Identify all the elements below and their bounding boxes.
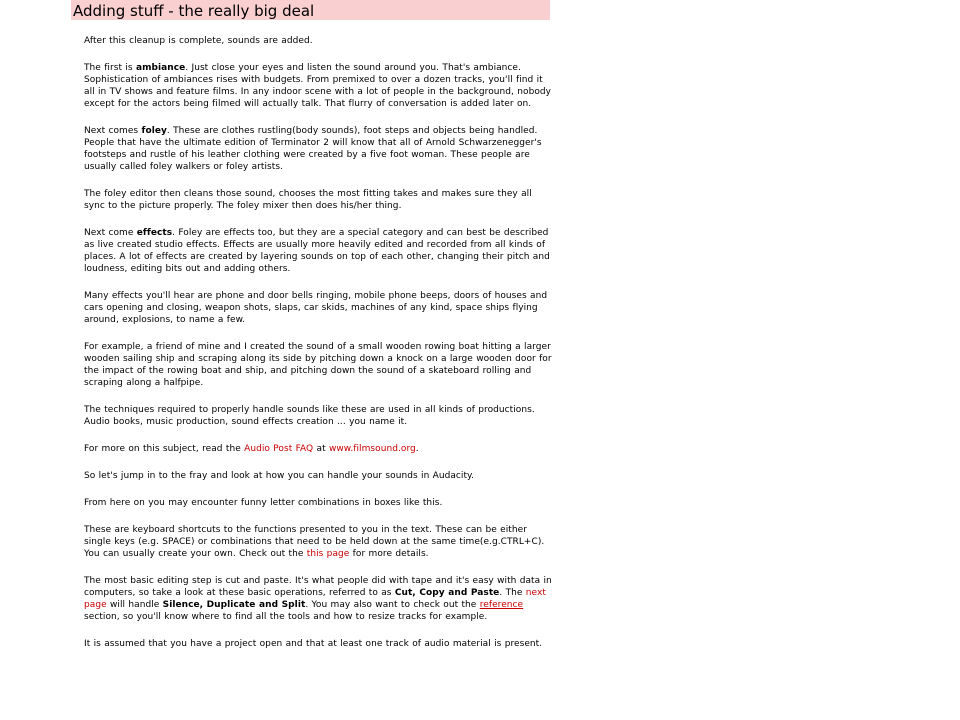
article-body [84, 35, 552, 665]
next-page-link[interactable]: next page [84, 588, 546, 610]
paragraph-effect-examples [84, 290, 552, 326]
paragraph-text: For more on this subject, read the [84, 444, 245, 454]
paragraph-project-open [84, 638, 552, 650]
paragraph-text: . [415, 444, 419, 454]
paragraph-text: Many effects you'll hear are phone and door bells ringing, mobile phone beeps, doors of houses and cars opening and closing, weapon shots, slaps, car skids, machines of any kind, space ships flying around, explosions, to name a few. [84, 291, 548, 325]
paragraph-ambiance [84, 62, 552, 110]
paragraph-text: . Just close your eyes and listen the sound around you. That's ambiance. Sophistication of ambiances rises with budgets. From premixed to over a dozen tracks, you'll find it all in TV shows and feature films. In any indoor scene with a lot of people in the background, nobody except for the actors being filmed will actually talk. That flurry of conversation is added later on. [84, 63, 552, 109]
paragraph-text: . These are clothes rustling(body sounds), foot steps and objects being handled. People that have the ultimate edition of Terminator 2 will know that all of Arnold Schwarzenegger's footsteps and rustle of his leather clothing were created by a five foot woman. These people are usually called foley walkers or foley artists. [84, 126, 542, 172]
paragraph-text: Next come [84, 228, 137, 238]
reference-link[interactable]: reference [479, 600, 524, 610]
paragraph-text: From here on you may encounter funny letter combinations in boxes like this. [84, 498, 443, 508]
paragraph-cut-paste [84, 575, 552, 623]
term-cut-copy-paste: Cut, Copy and Paste [394, 588, 500, 598]
paragraph-text: It is assumed that you have a project open and that at least one track of audio material is present. [84, 639, 543, 649]
paragraph-text: . Foley are effects too, but they are a special category and can best be described as live created studio effects. Effects are usually more heavily edited and recorded from all kinds of places. A lot of effects are created by layering sounds on top of each other, changing their pitch and loudness, editing bits out and adding others. [84, 228, 550, 274]
paragraph-shortcuts [84, 524, 552, 560]
paragraph-foley [84, 125, 552, 173]
paragraph-text: So let's jump in to the fray and look at how you can handle your sounds in Audacity. [84, 471, 475, 481]
audio-post-faq-link[interactable]: Audio Post FAQ [244, 444, 314, 454]
paragraph-text: The most basic editing step is cut and paste. It's what people did with tape and it's easy with data in computers, so take a look at these basic operations, referred to as [84, 576, 552, 598]
paragraph-cleanup [84, 35, 552, 47]
paragraph-rowing-boat [84, 341, 552, 389]
term-ambiance: ambiance [135, 63, 186, 73]
page-title: Adding stuff - the really big deal [71, 0, 550, 20]
term-effects: effects [136, 228, 173, 238]
paragraph-text: section, so you'll know where to find all the tools and how to resize tracks for example. [84, 612, 488, 622]
paragraph-text: The foley editor then cleans those sound, chooses the most fitting takes and makes sure they all sync to the picture properly. The foley mixer then does his/her thing. [84, 189, 532, 211]
shortcuts-page-link[interactable]: this page [306, 549, 350, 559]
paragraph-text: at [313, 444, 329, 454]
paragraph-text: for more details. [349, 549, 429, 559]
paragraph-text: After this cleanup is complete, sounds are added. [84, 36, 313, 46]
paragraph-text: The techniques required to properly handle sounds like these are used in all kinds of productions. Audio books, music production, sound effects creation ... you name it. [84, 405, 535, 427]
paragraph-foley-editor [84, 188, 552, 212]
paragraph-effects [84, 227, 552, 275]
paragraph-more-info [84, 443, 552, 455]
paragraph-text: These are keyboard shortcuts to the functions presented to you in the text. These can be either single keys (e.g. SPACE) or combinations that need to be held down at the same time(e.g.CTRL+C). You can usually create your own. Check out the [84, 525, 545, 559]
paragraph-text: will handle [106, 600, 163, 610]
paragraph-text: . You may also want to check out the [305, 600, 480, 610]
paragraph-text: The first is [84, 63, 136, 73]
term-silence-duplicate-split: Silence, Duplicate and Split [162, 600, 306, 610]
paragraph-techniques [84, 404, 552, 428]
term-foley: foley [141, 126, 167, 136]
filmsound-link[interactable]: www.filmsound.org [328, 444, 416, 454]
paragraph-text: . The [499, 588, 526, 598]
paragraph-jump-in [84, 470, 552, 482]
paragraph-text: For example, a friend of mine and I created the sound of a small wooden rowing boat hitting a larger wooden sailing ship and scraping along its side by pitching down a knock on a large wooden door for the impact of the rowing boat and ship, and pitching down the sound of a skateboard rolling and scraping along a halfpipe. [84, 342, 552, 388]
paragraph-text: Next comes [84, 126, 142, 136]
paragraph-letter-combinations [84, 497, 552, 509]
